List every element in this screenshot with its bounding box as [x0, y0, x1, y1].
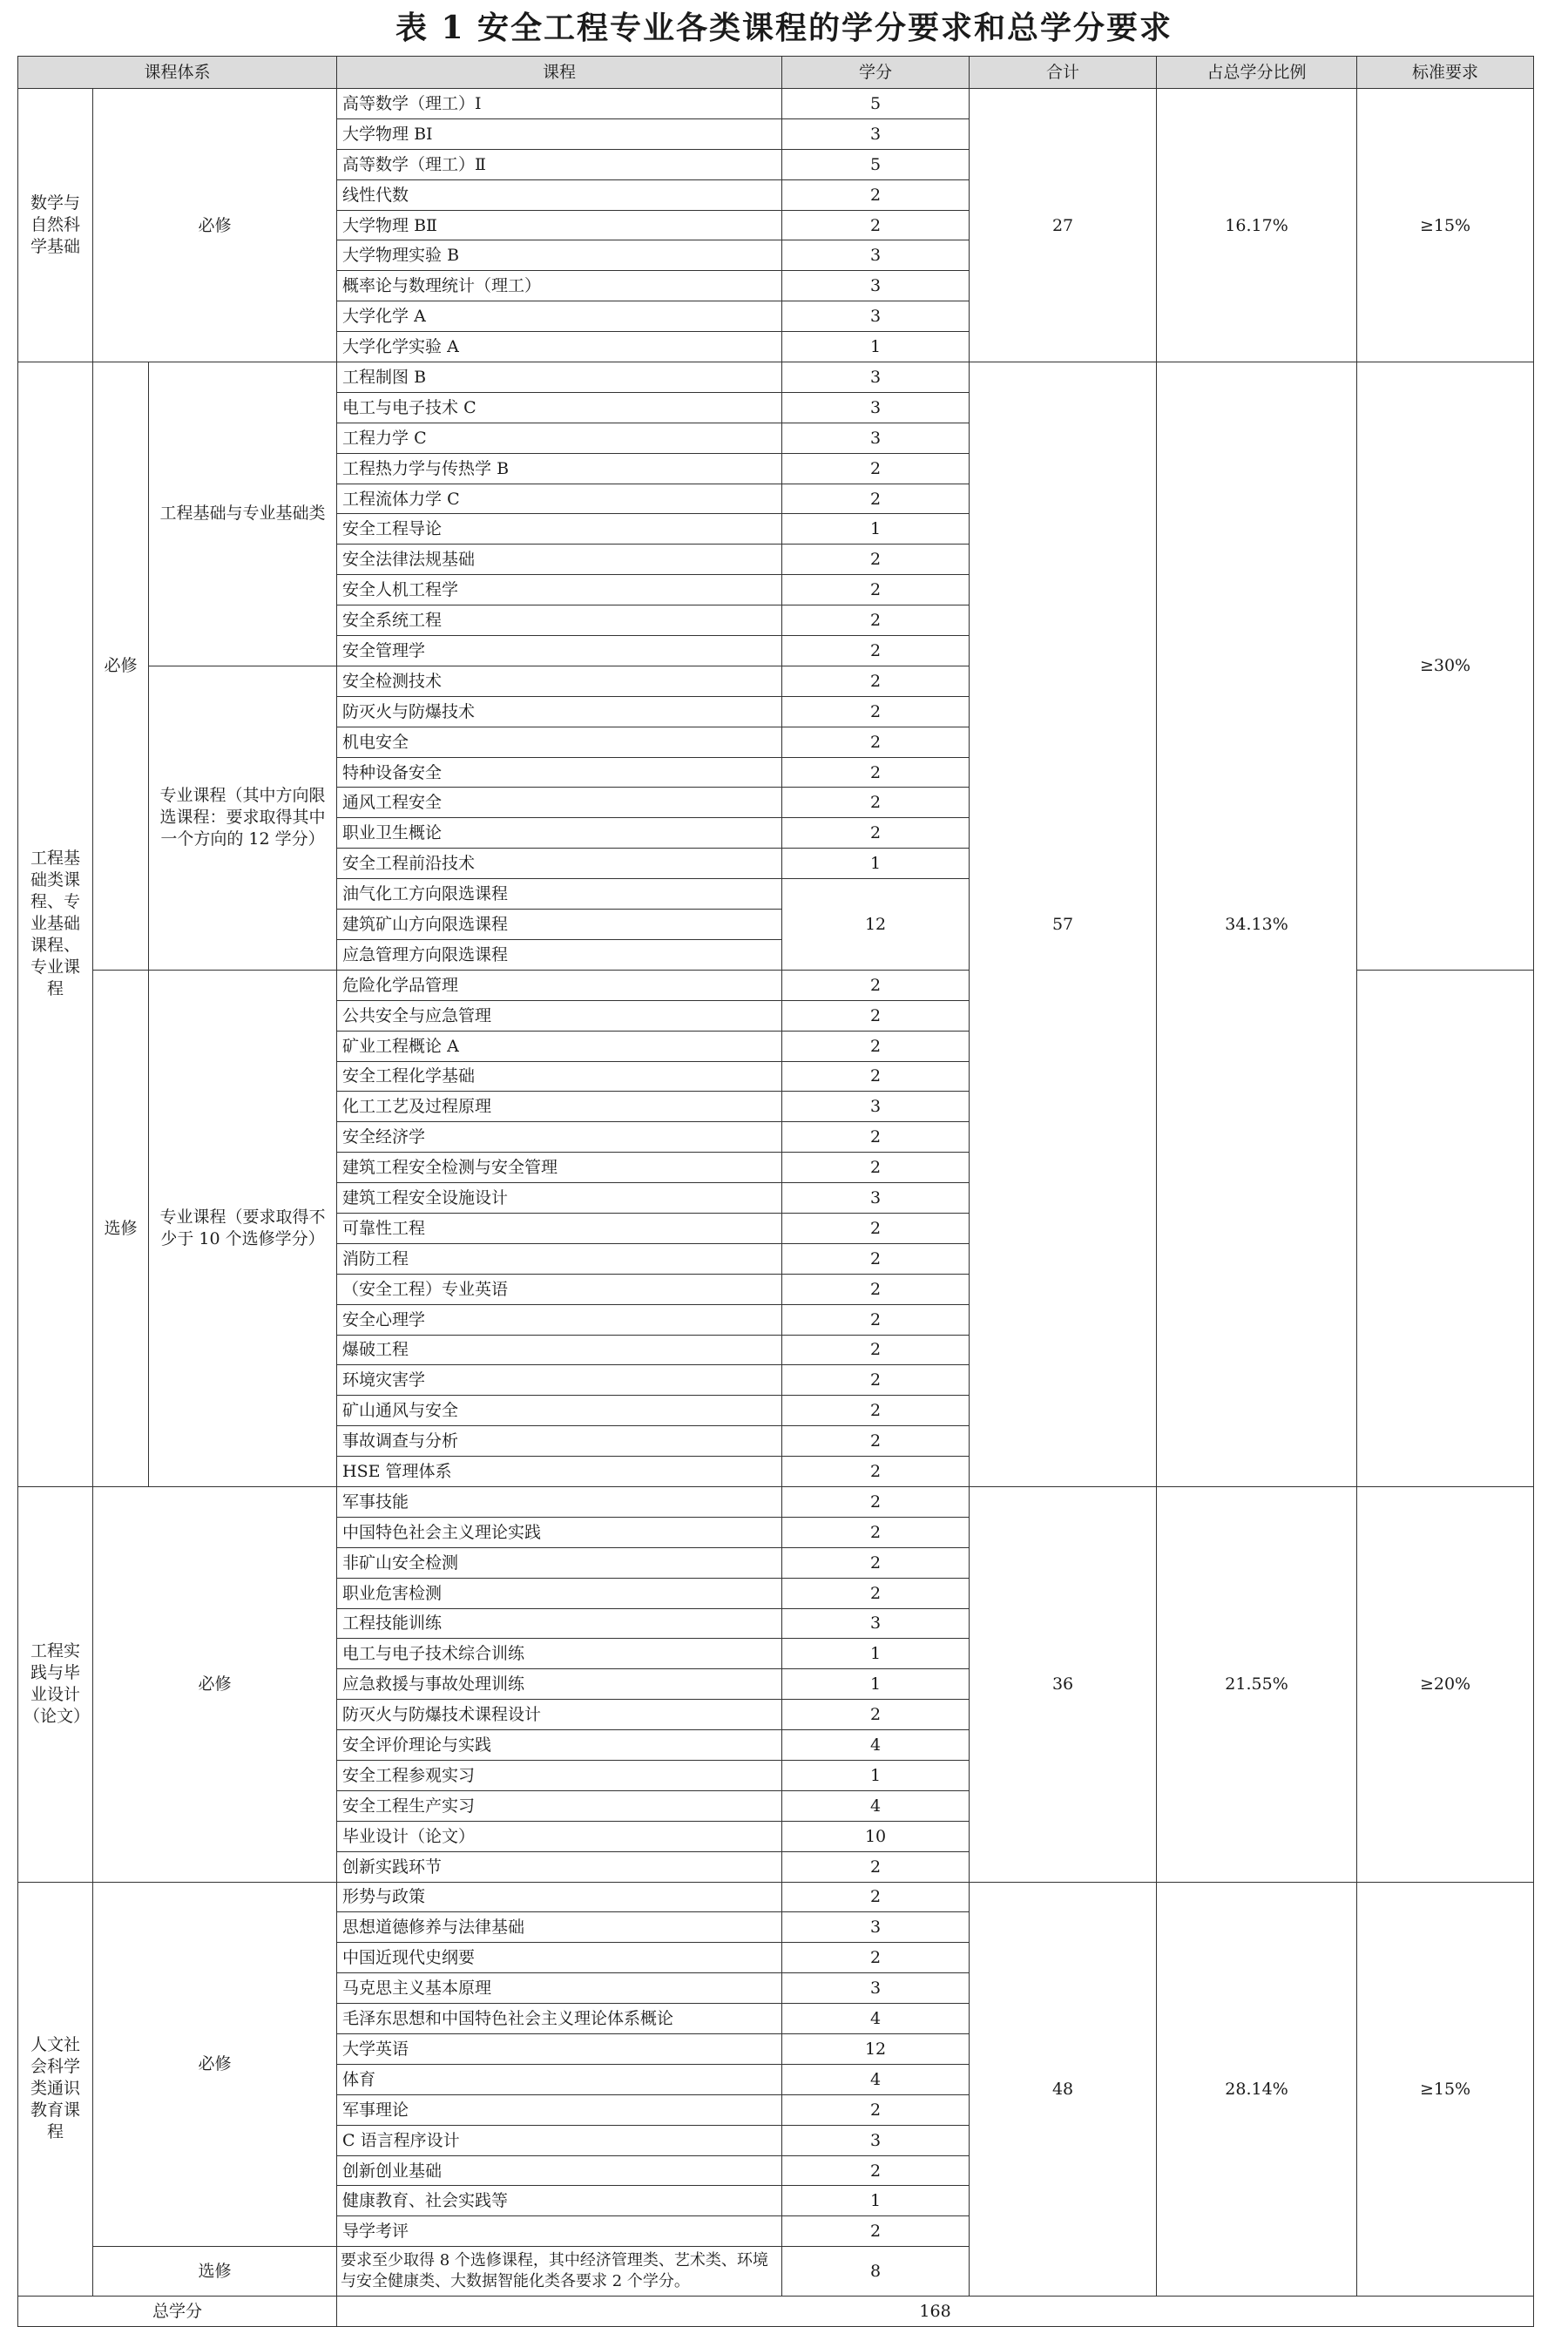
course-name: 安全人机工程学: [337, 575, 782, 605]
course-credit: 2: [782, 1457, 970, 1487]
course-credit: 2: [782, 970, 970, 1000]
course-name: 安全工程参观实习: [337, 1760, 782, 1790]
course-credit: 2: [782, 666, 970, 696]
course-name: 防灭火与防爆技术课程设计: [337, 1700, 782, 1730]
course-name: 工程制图 B: [337, 362, 782, 393]
direction-course: 应急管理方向限选课程: [337, 939, 782, 970]
course-name: 线性代数: [337, 179, 782, 210]
course-name: 危险化学品管理: [337, 970, 782, 1000]
table-row: [18, 1882, 1534, 1912]
course-name: 体育: [337, 2064, 782, 2094]
total-credits: 48: [970, 1882, 1157, 2297]
course-name: 事故调查与分析: [337, 1426, 782, 1457]
course-name: 通风工程安全: [337, 788, 782, 818]
standard-requirement: ≥15%: [1357, 89, 1534, 362]
course-name: 非矿山安全检测: [337, 1547, 782, 1578]
total-label: 总学分: [18, 2297, 337, 2327]
course-name: 工程技能训练: [337, 1608, 782, 1639]
header-total: 合计: [970, 57, 1157, 89]
course-type: 必修: [93, 362, 149, 971]
sub-category: 专业课程（其中方向限选课程：要求取得其中一个方向的 12 学分）: [149, 666, 337, 970]
sub-category: 工程基础与专业基础类: [149, 362, 337, 666]
course-credit: 2: [782, 1426, 970, 1457]
course-type: 选修: [93, 970, 149, 1486]
course-credit: 3: [782, 240, 970, 271]
course-credit: 4: [782, 2004, 970, 2034]
course-credit: 4: [782, 1790, 970, 1821]
course-credit: 5: [782, 89, 970, 119]
course-name: 安全法律法规基础: [337, 545, 782, 575]
course-credit: 2: [782, 757, 970, 788]
course-name: 安全工程化学基础: [337, 1061, 782, 1092]
course-name: 安全工程生产实习: [337, 1790, 782, 1821]
course-credit: 1: [782, 849, 970, 879]
course-name: 大学物理 BⅠ: [337, 118, 782, 149]
course-credit: 2: [782, 605, 970, 636]
course-credit: 2: [782, 1122, 970, 1153]
credit-ratio: 34.13%: [1157, 362, 1357, 1487]
course-type: 必修: [93, 89, 337, 362]
course-name: 创新创业基础: [337, 2155, 782, 2186]
course-credit: 2: [782, 727, 970, 757]
elective-note: 要求至少取得 8 个选修课程，其中经济管理类、艺术类、环境与安全健康类、大数据智能化类各要求 2 个学分。: [337, 2247, 782, 2297]
course-name: 矿山通风与安全: [337, 1396, 782, 1426]
course-name: 电工与电子技术 C: [337, 392, 782, 423]
course-name: 消防工程: [337, 1243, 782, 1274]
course-name: 军事技能: [337, 1486, 782, 1517]
header-standard: 标准要求: [1357, 57, 1534, 89]
course-credit: 2: [782, 1943, 970, 1973]
course-credit: 3: [782, 423, 970, 453]
course-credit: 12: [782, 879, 970, 971]
course-credit: 1: [782, 514, 970, 545]
course-credit: 1: [782, 332, 970, 362]
course-credit: 1: [782, 1639, 970, 1669]
course-credit: 12: [782, 2034, 970, 2065]
credit-ratio: 28.14%: [1157, 1882, 1357, 2297]
course-credit: 3: [782, 301, 970, 332]
standard-requirement: ≥20%: [1357, 1486, 1534, 1882]
standard-requirement-empty: [1357, 970, 1534, 1486]
course-name: 环境灾害学: [337, 1365, 782, 1396]
course-name: 导学考评: [337, 2216, 782, 2247]
course-credit: 3: [782, 1092, 970, 1122]
course-name: 矿业工程概论 A: [337, 1031, 782, 1061]
course-name: 大学物理实验 B: [337, 240, 782, 271]
course-credit: 1: [782, 1669, 970, 1700]
course-credit: 2: [782, 1031, 970, 1061]
course-credit: 2: [782, 1274, 970, 1304]
course-name: 思想道德修养与法律基础: [337, 1912, 782, 1943]
course-name: 安全工程前沿技术: [337, 849, 782, 879]
course-credit: 3: [782, 1973, 970, 2004]
course-name: HSE 管理体系: [337, 1457, 782, 1487]
course-name: 安全工程导论: [337, 514, 782, 545]
course-name: 军事理论: [337, 2094, 782, 2125]
course-credit: 4: [782, 2064, 970, 2094]
course-credit: 2: [782, 1335, 970, 1365]
course-name: 电工与电子技术综合训练: [337, 1639, 782, 1669]
course-name: 建筑工程安全设施设计: [337, 1183, 782, 1214]
system-cell: 工程实践与毕业设计（论文）: [18, 1486, 93, 1882]
course-credit: 2: [782, 1486, 970, 1517]
course-credit: 5: [782, 149, 970, 179]
course-name: 职业危害检测: [337, 1578, 782, 1608]
course-credit: 2: [782, 1396, 970, 1426]
table-header: [18, 57, 1534, 89]
header-ratio: 占总学分比例: [1157, 57, 1357, 89]
course-credit: 10: [782, 1821, 970, 1851]
system-cell: 数学与自然科学基础: [18, 89, 93, 362]
total-value: 168: [337, 2297, 1534, 2327]
course-credit: 3: [782, 2125, 970, 2155]
course-name: 中国近现代史纲要: [337, 1943, 782, 1973]
course-type: 必修: [93, 1486, 337, 1882]
system-cell: 人文社会科学类通识教育课程: [18, 1882, 93, 2297]
direction-course: 油气化工方向限选课程: [337, 879, 782, 910]
course-credit: 3: [782, 1912, 970, 1943]
course-name: 化工工艺及过程原理: [337, 1092, 782, 1122]
course-name: 可靠性工程: [337, 1213, 782, 1243]
system-cell: 工程基础类课程、专业基础课程、专业课程: [18, 362, 93, 1487]
course-name: 大学化学 A: [337, 301, 782, 332]
course-name: 安全管理学: [337, 636, 782, 666]
header-credits: 学分: [782, 57, 970, 89]
table-title: 表 1 安全工程专业各类课程的学分要求和总学分要求: [395, 10, 1173, 46]
course-name: 安全系统工程: [337, 605, 782, 636]
course-credit: 1: [782, 1760, 970, 1790]
course-name: 大学物理 BⅡ: [337, 210, 782, 240]
header-system: 课程体系: [18, 57, 337, 89]
course-credit: 2: [782, 210, 970, 240]
course-credit: 2: [782, 545, 970, 575]
course-name: 大学英语: [337, 2034, 782, 2065]
standard-requirement: ≥30%: [1357, 362, 1534, 971]
course-credit: 2: [782, 179, 970, 210]
course-name: 防灭火与防爆技术: [337, 696, 782, 727]
standard-requirement: ≥15%: [1357, 1882, 1534, 2297]
course-credit: 2: [782, 2216, 970, 2247]
course-name: 职业卫生概论: [337, 818, 782, 849]
course-name: 毕业设计（论文）: [337, 1821, 782, 1851]
course-credit: 2: [782, 818, 970, 849]
total-credits: 36: [970, 1486, 1157, 1882]
course-credit: 2: [782, 1851, 970, 1882]
course-name: 中国特色社会主义理论实践: [337, 1517, 782, 1547]
course-name: 爆破工程: [337, 1335, 782, 1365]
course-credit: 2: [782, 1578, 970, 1608]
course-credit: 3: [782, 362, 970, 393]
credit-ratio: 16.17%: [1157, 89, 1357, 362]
course-credit: 3: [782, 392, 970, 423]
course-name: 马克思主义基本原理: [337, 1973, 782, 2004]
course-credit: 4: [782, 1730, 970, 1761]
course-credit: 2: [782, 788, 970, 818]
total-credits: 57: [970, 362, 1157, 1487]
course-name: 工程热力学与传热学 B: [337, 453, 782, 484]
course-credit: 2: [782, 1213, 970, 1243]
course-credit: 2: [782, 2094, 970, 2125]
course-name: 健康教育、社会实践等: [337, 2186, 782, 2216]
course-credit: 2: [782, 453, 970, 484]
course-name: 形势与政策: [337, 1882, 782, 1912]
course-credit: 2: [782, 1000, 970, 1031]
course-credit: 2: [782, 1517, 970, 1547]
course-name: 工程流体力学 C: [337, 484, 782, 514]
course-credit: 8: [782, 2247, 970, 2297]
course-credit: 2: [782, 696, 970, 727]
course-name: 特种设备安全: [337, 757, 782, 788]
course-credit: 2: [782, 636, 970, 666]
course-credit: 2: [782, 575, 970, 605]
course-name: C 语言程序设计: [337, 2125, 782, 2155]
table-row: [18, 362, 1534, 393]
course-credit: 2: [782, 1700, 970, 1730]
course-name: 创新实践环节: [337, 1851, 782, 1882]
course-name: 高等数学（理工）Ⅰ: [337, 89, 782, 119]
course-name: 大学化学实验 A: [337, 332, 782, 362]
course-credit: 2: [782, 1153, 970, 1183]
course-credit: 2: [782, 2155, 970, 2186]
course-name: 安全评价理论与实践: [337, 1730, 782, 1761]
course-name: 建筑工程安全检测与安全管理: [337, 1153, 782, 1183]
direction-course: 建筑矿山方向限选课程: [337, 910, 782, 940]
course-type: 必修: [93, 1882, 337, 2247]
course-credit: 3: [782, 1183, 970, 1214]
course-name: 工程力学 C: [337, 423, 782, 453]
course-name: 高等数学（理工）Ⅱ: [337, 149, 782, 179]
credit-table: [17, 56, 1533, 2327]
course-type: 选修: [93, 2247, 337, 2297]
total-row: [18, 2297, 1534, 2327]
course-name: 机电安全: [337, 727, 782, 757]
course-name: 应急救援与事故处理训练: [337, 1669, 782, 1700]
total-credits: 27: [970, 89, 1157, 362]
course-name: 安全心理学: [337, 1304, 782, 1335]
course-credit: 1: [782, 2186, 970, 2216]
course-name: 安全经济学: [337, 1122, 782, 1153]
course-credit: 3: [782, 118, 970, 149]
course-credit: 2: [782, 1882, 970, 1912]
sub-category: 专业课程（要求取得不少于 10 个选修学分）: [149, 970, 337, 1486]
course-credit: 3: [782, 271, 970, 301]
table-row: [18, 89, 1534, 119]
table-row: [18, 1486, 1534, 1517]
course-name: 安全检测技术: [337, 666, 782, 696]
course-credit: 2: [782, 1061, 970, 1092]
course-credit: 2: [782, 1304, 970, 1335]
course-credit: 2: [782, 1365, 970, 1396]
course-name: 概率论与数理统计（理工）: [337, 271, 782, 301]
course-credit: 2: [782, 1243, 970, 1274]
course-credit: 2: [782, 1547, 970, 1578]
course-name: 毛泽东思想和中国特色社会主义理论体系概论: [337, 2004, 782, 2034]
course-credit: 3: [782, 1608, 970, 1639]
credit-ratio: 21.55%: [1157, 1486, 1357, 1882]
header-course: 课程: [337, 57, 782, 89]
course-credit: 2: [782, 484, 970, 514]
course-name: （安全工程）专业英语: [337, 1274, 782, 1304]
course-name: 公共安全与应急管理: [337, 1000, 782, 1031]
